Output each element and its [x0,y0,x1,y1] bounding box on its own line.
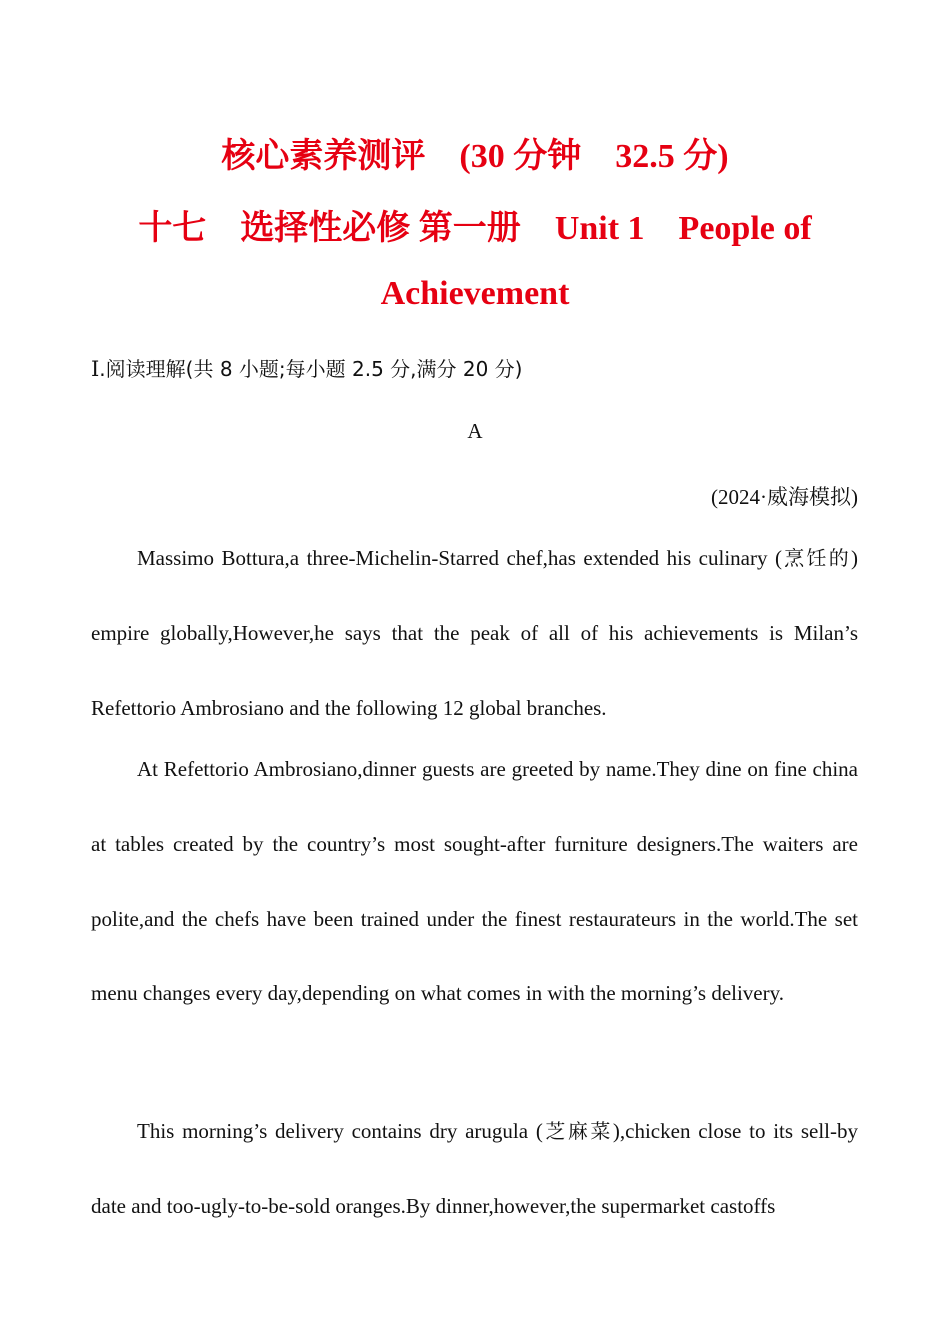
title-time: (30 分钟 [459,138,582,175]
paragraph-3-text-b: ),chicken close to its sell-by date and too-ugly-to-be-sold oranges.By dinner,however,the supermarket castoffs [91,1119,858,1218]
title-line-2 [0,200,950,249]
paragraph-3-gloss: 芝麻菜 [542,1119,613,1143]
section-heading [91,353,522,382]
section-text: .阅读理解(共 8 小题;每小题 2.5 分,满分 20 分) [99,357,523,381]
section-numeral: Ⅰ [91,357,100,381]
paragraph-2 [91,732,858,1031]
title-unit: Unit 1 [554,210,645,247]
title-number: 十七 [138,210,207,247]
title-topic: People of [678,210,812,247]
title-assessment: 核心素养测评 [221,138,426,175]
title-line-1 [0,128,950,177]
paragraph-1 [91,521,858,745]
paragraph-1-text-a: Massimo Bottura,a three-Michelin-Starred chef,has extended his culinary ( [137,546,782,570]
title-line-3: Achievement [380,275,570,312]
paragraph-1-text-b: ) empire globally,However,he says that the peak of all of his achievements is Milan’s Refettorio Ambrosiano and the following 12 global branches. [91,546,858,720]
paragraph-2-text: At Refettorio Ambrosiano,dinner guests are greeted by name.They dine on fine china at tables created by the country’s most sought-after furniture designers.The waiters are polite,and the chefs have been trained under the finest restaurateurs in the world.The set menu changes every day,depending on what comes in with the morning’s delivery. [91,757,858,1006]
paragraph-3 [91,1094,858,1244]
passage-source: (2024·威海模拟) [711,485,858,509]
paragraph-3-text-a: This morning’s delivery contains dry arugula ( [137,1119,543,1143]
title-book: 选择性必修 第一册 [240,210,521,247]
passage-label: A [467,419,483,443]
paragraph-1-gloss: 烹饪的 [781,546,851,570]
title-score: 32.5 分) [615,138,729,175]
